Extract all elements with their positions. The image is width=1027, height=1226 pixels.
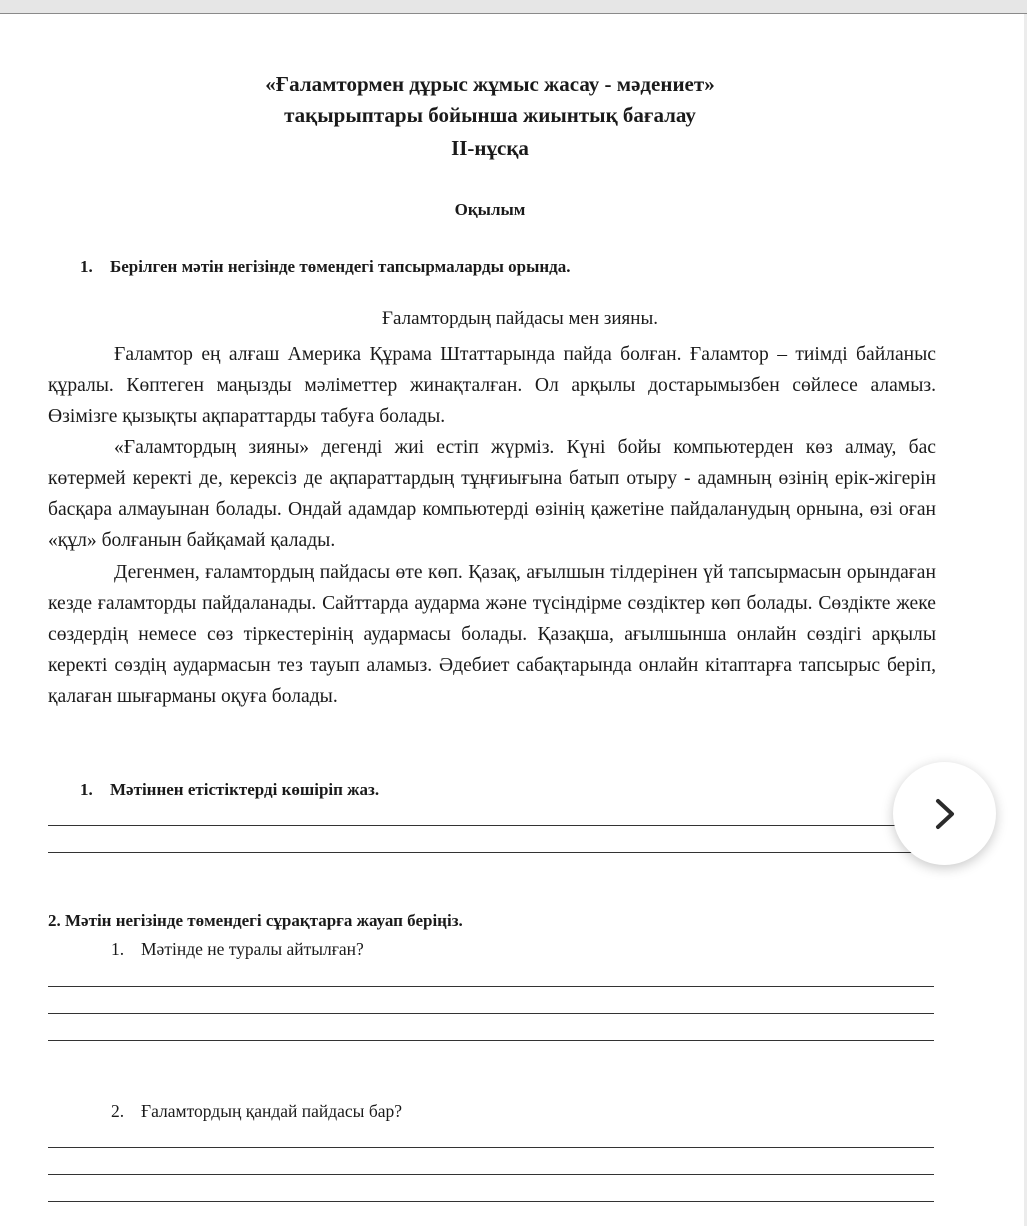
answer-line: [48, 986, 934, 987]
task-1-label: Берілген мәтін негізінде төмендегі тапсырмаларды орында.: [110, 257, 571, 276]
answer-line: [48, 1013, 934, 1014]
answer-line: [48, 1040, 934, 1041]
question-2: [111, 1101, 402, 1122]
exercise-1-label: Мәтіннен етістіктерді көшіріп жаз.: [110, 780, 380, 799]
task-1-number: 1.: [80, 257, 93, 276]
text-paragraph-3: Дегенмен, ғаламтордың пайдасы өте көп. Қазақ, ағылшын тілдерінен үй тапсырмасын орындаған кезде ғаламторды пайдаланады. Сайттарда аударма және түсіндірме сөздіктер көп болады. Сөздікте жеке сөздердің немесе сөз тіркестерінің аудармасы болады. Қазақша, ағылшынша онлайн сөздігі арқылы керекті сөздің аудармасын тез тауып аламыз. Әдебиет сабақтарында онлайн кітаптарға тапсырыс беріп, қалаған шығарманы оқуға болады.: [48, 562, 936, 707]
question-2-text: Ғаламтордың қандай пайдасы бар?: [141, 1101, 403, 1121]
answer-line: [48, 852, 934, 853]
next-page-button[interactable]: [893, 762, 996, 865]
text-title: Ғаламтордың пайдасы мен зияны.: [382, 308, 658, 329]
exercise-1-heading: [80, 780, 379, 800]
chevron-right-icon: [932, 797, 958, 831]
answer-line: [48, 1174, 934, 1175]
answer-line: [48, 825, 934, 826]
question-1: [111, 939, 364, 960]
task-2-heading: 2. Мәтін негізінде төмендегі сұрақтарға жауап беріңіз.: [48, 911, 463, 930]
task-1-heading: [80, 257, 571, 277]
answer-line: [48, 1147, 934, 1148]
question-1-number: 1.: [111, 939, 125, 959]
question-2-number: 2.: [111, 1101, 125, 1121]
document-title-line-1: «Ғаламтормен дұрыс жұмыс жасау - мәдениет»: [265, 72, 715, 96]
question-1-text: Мәтінде не туралы айтылған?: [141, 939, 364, 959]
text-paragraph-1: Ғаламтор ең алғаш Америка Құрама Штаттарында пайда болған. Ғаламтор – тиімді байланыс құралы. Көптеген маңызды мәліметтер жинақталған. Ол арқылы достарымызбен сөйлесе аламыз. Өзімізге қызықты ақпараттарды табуға болады.: [48, 344, 936, 427]
viewer-top-bar: [0, 0, 1027, 14]
exercise-1-number: 1.: [80, 780, 93, 799]
text-paragraph-2: «Ғаламтордың зияны» дегенді жиі естіп жүрміз. Күні бойы компьютерден көз алмау, бас көтермей керекті де, керексіз де ақпараттардың тұңғиығына батып отыру - адамның өзінің ерік-жігерін басқара алмауынан болады. Ондай адамдар компьютерді өзінің қажетіне пайдаланудың орнына, өзі оған «құл» болғанын байқамай қалады.: [48, 437, 936, 551]
document-page: [0, 14, 1024, 1226]
section-heading: Оқылым: [454, 200, 526, 219]
document-variant: II-нұсқа: [451, 136, 529, 160]
answer-line: [48, 1201, 934, 1202]
document-title-line-2: тақырыптары бойынша жиынтық бағалау: [284, 103, 696, 127]
